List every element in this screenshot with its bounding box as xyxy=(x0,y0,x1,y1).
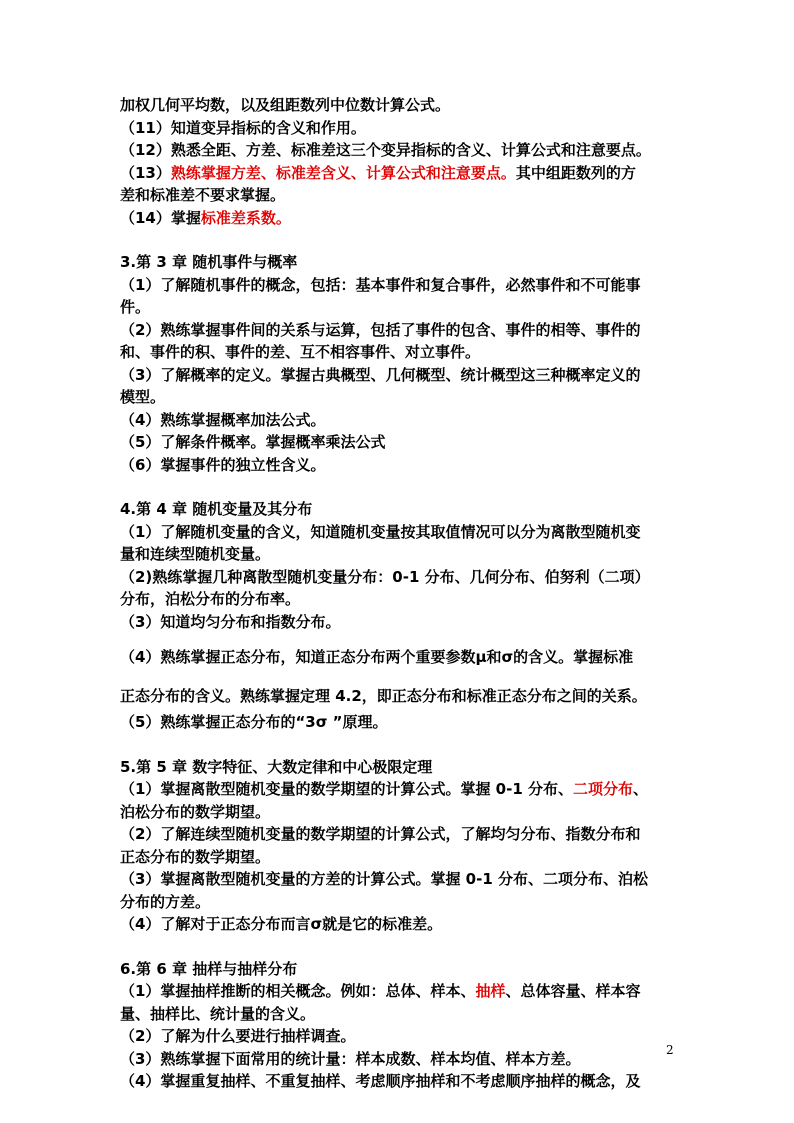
highlighted-text: 抽样 xyxy=(475,982,506,1000)
text-line: 分布的方差。 xyxy=(120,892,211,911)
text-line: 件。 xyxy=(120,298,151,316)
text-line: （3）熟练掌握下面常用的统计量：样本成数、样本均值、样本方差。 xyxy=(120,1049,581,1068)
section-heading: 4.第 4 章 随机变量及其分布 xyxy=(120,500,313,518)
text-segment: 、 xyxy=(633,780,649,798)
section-heading: 3.第 3 章 随机事件与概率 xyxy=(120,253,298,271)
text-segment: （13） xyxy=(120,163,171,182)
text-line: （3）知道均匀分布和指数分布。 xyxy=(120,612,341,631)
text-line: （2)熟练掌握几种离散型随机变量分布：0-1 分布、几何分布、伯努利（二项） xyxy=(120,567,650,586)
text-line: （2）了解连续型随机变量的数学期望的计算公式，了解均匀分布、指数分布和 xyxy=(120,825,641,843)
text-line: 正态分布的数学期望。 xyxy=(120,847,271,866)
text-line: 模型。 xyxy=(120,388,166,406)
section-spacer xyxy=(120,476,680,498)
text-line: （4）熟练掌握概率加法公式。 xyxy=(120,410,326,429)
text-segment: （1）掌握离散型随机变量的数学期望的计算公式。掌握 0-1 分布、 xyxy=(120,780,573,798)
text-line: 差和标准差不要求掌握。 xyxy=(120,186,286,204)
section-heading: 5.第 5 章 数字特征、大数定律和中心极限定理 xyxy=(120,757,433,776)
text-line: （4）了解对于正态分布而言σ就是它的标准差。 xyxy=(120,915,443,933)
text-line: 泊松分布的数学期望。 xyxy=(120,802,271,821)
text-line xyxy=(120,980,680,1003)
text-segment: （14）掌握 xyxy=(120,208,201,227)
text-line: （11）知道变异指标的含义和作用。 xyxy=(120,118,366,137)
text-line: （1）了解随机变量的含义，知道随机变量按其取值情况可以分为离散型随机变 xyxy=(120,522,641,541)
section-spacer xyxy=(120,734,680,756)
text-line: （3）了解概率的定义。掌握古典概型、几何概型、统计概型这三种概率定义的 xyxy=(120,365,641,384)
text-line: 加权几何平均数，以及组距数列中位数计算公式。 xyxy=(120,96,451,114)
text-line: （5）熟练掌握正态分布的“3σ ”原理。 xyxy=(120,713,388,731)
document-body xyxy=(120,94,680,1093)
section-heading: 6.第 6 章 抽样与抽样分布 xyxy=(120,959,298,978)
section-spacer xyxy=(120,936,680,958)
highlighted-text: 标准差系数。 xyxy=(200,208,291,227)
text-segment: （1）掌握抽样推断的相关概念。例如：总体、样本、 xyxy=(120,982,476,1000)
text-line: 量和连续型随机变量。 xyxy=(120,545,271,563)
text-line: 分布，泊松分布的分布率。 xyxy=(120,590,301,608)
text-line: 和、事件的积、事件的差、互不相容事件、对立事件。 xyxy=(120,343,481,361)
text-line: 正态分布的含义。熟练掌握定理 4.2，即正态分布和标准正态分布之间的关系。 xyxy=(120,687,647,705)
text-line: （5）了解条件概率。掌握概率乘法公式 xyxy=(120,433,386,451)
text-segment: 、总体容量、样本容 xyxy=(505,982,641,1000)
highlighted-text: 二项分布 xyxy=(572,780,633,798)
highlighted-text: 熟练掌握方差、标准差含义、计算公式和注意要点。 xyxy=(170,163,516,182)
text-line xyxy=(120,778,680,801)
text-line: （2）熟练掌握事件间的关系与运算，包括了事件的包含、事件的相等、事件的 xyxy=(120,320,641,339)
text-line: （4）掌握重复抽样、不重复抽样、考虑顺序抽样和不考虑顺序抽样的概念，及 xyxy=(120,1072,641,1090)
text-segment: 其中组距数列的方 xyxy=(515,163,636,182)
text-line: （6）掌握事件的独立性含义。 xyxy=(120,455,326,474)
page-number: 2 xyxy=(666,1043,674,1057)
text-line: （12）熟悉全距、方差、标准差这三个变异指标的含义、计算公式和注意要点。 xyxy=(120,141,651,159)
text-line: （1）了解随机事件的概念，包括：基本事件和复合事件，必然事件和不可能事 xyxy=(120,275,641,294)
section-spacer xyxy=(120,229,680,251)
text-line: （2）了解为什么要进行抽样调查。 xyxy=(120,1027,356,1045)
text-line: 量、抽样比、统计量的含义。 xyxy=(120,1004,316,1023)
text-line: （3）掌握离散型随机变量的方差的计算公式。掌握 0-1 分布、二项分布、泊松 xyxy=(120,870,648,888)
text-line xyxy=(120,162,680,185)
text-line xyxy=(120,207,680,230)
text-line: （4）熟练掌握正态分布，知道正态分布两个重要参数μ和σ的含义。掌握标准 xyxy=(120,648,634,666)
